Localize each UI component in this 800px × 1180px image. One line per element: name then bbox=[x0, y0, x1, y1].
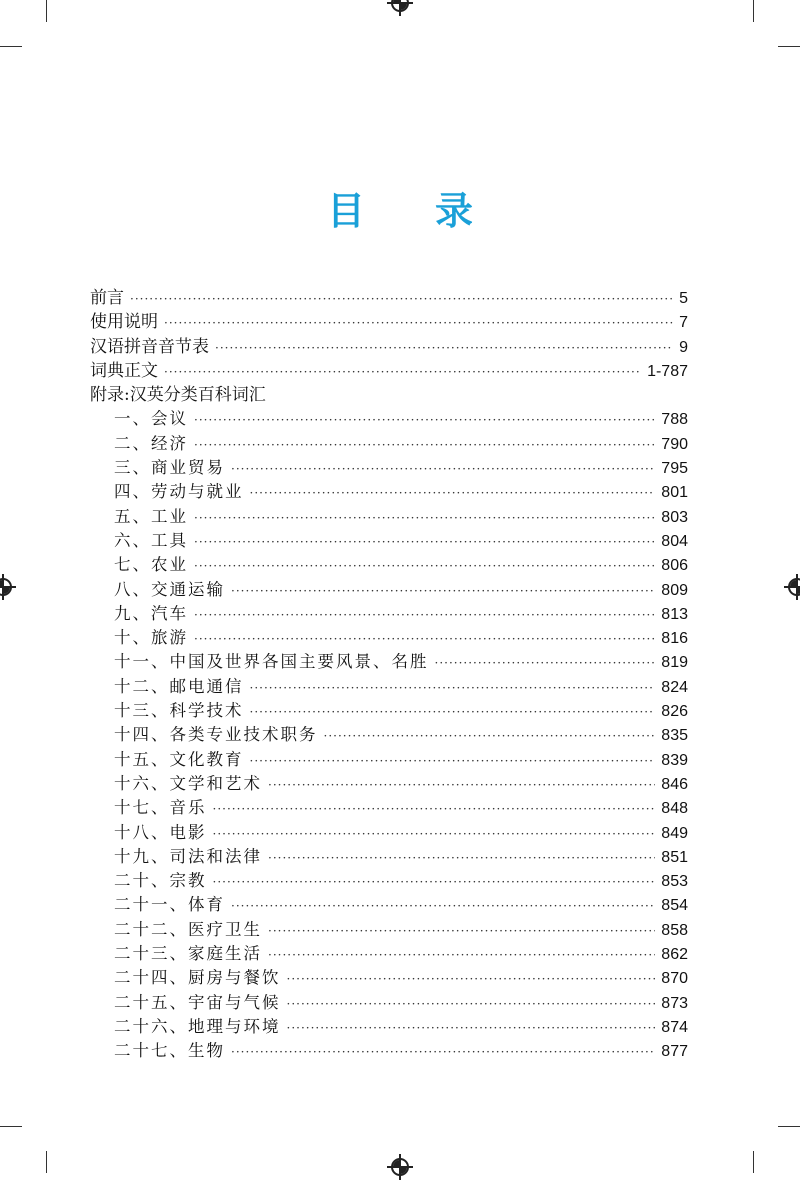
crop-mark-bottom-right-v bbox=[753, 1151, 754, 1173]
dot-leader bbox=[213, 822, 656, 846]
dot-leader bbox=[194, 433, 655, 457]
toc-entry[interactable] bbox=[90, 675, 688, 699]
toc-entry[interactable] bbox=[90, 578, 688, 602]
dot-leader bbox=[268, 943, 655, 967]
toc-entry-page: 877 bbox=[661, 1043, 688, 1061]
toc-entry-label: 九、汽车 bbox=[114, 603, 188, 623]
toc-entry[interactable] bbox=[90, 407, 688, 431]
title-char-2: 录 bbox=[435, 189, 474, 233]
toc-entry-label: 六、工具 bbox=[114, 530, 188, 550]
toc-entry-page: 853 bbox=[661, 873, 688, 891]
toc-entry-page: 9 bbox=[679, 338, 688, 356]
toc-entry-usage-guide[interactable] bbox=[90, 310, 688, 334]
toc-entry-label: 二、经济 bbox=[114, 433, 188, 453]
toc-entry-label: 前言 bbox=[90, 288, 124, 308]
registration-mark-bottom-icon bbox=[391, 1158, 409, 1176]
dot-leader bbox=[231, 457, 655, 481]
toc-entry-label: 二十四、厨房与餐饮 bbox=[114, 968, 281, 988]
dot-leader bbox=[164, 311, 673, 335]
toc-entry-page: 788 bbox=[661, 411, 688, 429]
toc-entry-page: 835 bbox=[661, 727, 688, 745]
toc-entry-page: 839 bbox=[661, 751, 688, 769]
dot-leader bbox=[268, 846, 655, 870]
toc-entry[interactable] bbox=[90, 821, 688, 845]
toc-entry-label: 十、旅游 bbox=[114, 628, 188, 648]
toc-entry-label: 十三、科学技术 bbox=[114, 701, 244, 721]
dot-leader bbox=[250, 676, 656, 700]
crop-mark-top-right-h bbox=[778, 46, 800, 47]
toc-entry-page: 816 bbox=[661, 630, 688, 648]
toc-entry-page: 870 bbox=[661, 970, 688, 988]
toc-entry-page: 801 bbox=[661, 484, 688, 502]
toc-entry[interactable] bbox=[90, 1039, 688, 1063]
toc-entry-pinyin-table[interactable] bbox=[90, 335, 688, 359]
toc-entry-label: 二十、宗教 bbox=[114, 871, 207, 891]
toc-entry[interactable] bbox=[90, 748, 688, 772]
dot-leader bbox=[250, 700, 656, 724]
dot-leader bbox=[231, 894, 655, 918]
dot-leader bbox=[435, 651, 656, 675]
toc-entry-label: 一、会议 bbox=[114, 409, 188, 429]
toc-entry[interactable] bbox=[90, 529, 688, 553]
toc-entry-label: 二十六、地理与环境 bbox=[114, 1016, 281, 1036]
toc-entry-label: 使用说明 bbox=[90, 312, 158, 333]
toc-entry-label: 十九、司法和法律 bbox=[114, 846, 262, 866]
table-of-contents bbox=[90, 286, 688, 1064]
dot-leader bbox=[164, 360, 641, 384]
toc-entry[interactable] bbox=[90, 505, 688, 529]
toc-entry-page: 858 bbox=[661, 921, 688, 939]
registration-mark-top-icon bbox=[391, 0, 409, 12]
toc-entry-label: 十二、邮电通信 bbox=[114, 676, 244, 696]
toc-entry-label: 十七、音乐 bbox=[114, 798, 207, 818]
toc-entry-label: 十四、各类专业技术职务 bbox=[114, 725, 318, 745]
toc-entry-page: 790 bbox=[661, 435, 688, 453]
toc-entry-label: 八、交通运输 bbox=[114, 579, 225, 599]
toc-entry[interactable] bbox=[90, 772, 688, 796]
toc-entry-label: 二十一、体育 bbox=[114, 895, 225, 915]
toc-entry-label: 词典正文 bbox=[90, 360, 158, 381]
toc-entry-page: 846 bbox=[661, 775, 688, 793]
dot-leader bbox=[194, 530, 655, 554]
dot-leader bbox=[194, 627, 655, 651]
dot-leader bbox=[324, 724, 656, 748]
toc-entry[interactable] bbox=[90, 723, 688, 747]
dot-leader bbox=[268, 919, 655, 943]
crop-mark-top-left-h bbox=[0, 46, 22, 47]
title-char-1: 目 bbox=[326, 189, 365, 233]
dot-leader bbox=[194, 408, 655, 432]
toc-entry-label: 二十二、医疗卫生 bbox=[114, 919, 262, 939]
toc-entry-label: 十一、中国及世界各国主要风景、名胜 bbox=[114, 652, 429, 672]
toc-entry-page: 813 bbox=[661, 605, 688, 623]
toc-entry-label: 五、工业 bbox=[114, 506, 188, 526]
registration-mark-left-icon bbox=[0, 578, 12, 596]
dot-leader bbox=[194, 603, 655, 627]
toc-entry[interactable] bbox=[90, 480, 688, 504]
toc-entry[interactable] bbox=[90, 966, 688, 990]
toc-entry-dictionary-body[interactable] bbox=[90, 359, 688, 383]
registration-mark-right-icon bbox=[788, 578, 800, 596]
toc-entry[interactable] bbox=[90, 869, 688, 893]
crop-mark-bottom-left-v bbox=[46, 1151, 47, 1173]
toc-entry[interactable] bbox=[90, 602, 688, 626]
toc-entry-label: 二十七、生物 bbox=[114, 1041, 225, 1061]
toc-entry-page: 874 bbox=[661, 1018, 688, 1036]
dot-leader bbox=[287, 992, 656, 1016]
toc-entry-page: 806 bbox=[661, 557, 688, 575]
toc-entry-label: 七、农业 bbox=[114, 555, 188, 575]
toc-entry-page: 873 bbox=[661, 994, 688, 1012]
crop-mark-top-right-v bbox=[753, 0, 754, 22]
toc-entry-page: 849 bbox=[661, 824, 688, 842]
toc-entry-label: 四、劳动与就业 bbox=[114, 482, 244, 502]
page-title bbox=[0, 180, 800, 235]
dot-leader bbox=[215, 336, 673, 360]
toc-entry-page: 854 bbox=[661, 897, 688, 915]
toc-entry-label: 三、商业贸易 bbox=[114, 458, 225, 478]
toc-entry-page: 5 bbox=[679, 290, 688, 307]
toc-entry-page: 819 bbox=[661, 654, 688, 672]
toc-entry[interactable] bbox=[90, 1015, 688, 1039]
dot-leader bbox=[250, 481, 656, 505]
toc-entry[interactable] bbox=[90, 942, 688, 966]
toc-entry-page: 803 bbox=[661, 508, 688, 526]
toc-entry-page: 824 bbox=[661, 678, 688, 696]
toc-entry[interactable] bbox=[90, 991, 688, 1015]
dot-leader bbox=[287, 1016, 656, 1040]
toc-entry-page: 795 bbox=[661, 460, 688, 478]
toc-entry[interactable] bbox=[90, 796, 688, 820]
dot-leader bbox=[268, 773, 655, 797]
toc-entry[interactable] bbox=[90, 699, 688, 723]
toc-entry-page: 7 bbox=[679, 314, 688, 332]
toc-entry-page: 848 bbox=[661, 800, 688, 818]
appendix-heading: 附录:汉英分类百科词汇 bbox=[90, 385, 266, 406]
toc-entry[interactable] bbox=[90, 893, 688, 917]
crop-mark-top-left-v bbox=[46, 0, 47, 22]
dot-leader bbox=[130, 287, 673, 311]
dot-leader bbox=[194, 506, 655, 530]
toc-entry-label: 十五、文化教育 bbox=[114, 749, 244, 769]
toc-entry[interactable] bbox=[90, 845, 688, 869]
toc-entry-page: 862 bbox=[661, 946, 688, 964]
toc-entry[interactable] bbox=[90, 626, 688, 650]
toc-entry-page: 826 bbox=[661, 703, 688, 721]
toc-entry[interactable] bbox=[90, 918, 688, 942]
toc-entry-label: 二十五、宇宙与气候 bbox=[114, 992, 281, 1012]
toc-entry-page: 1-787 bbox=[647, 362, 688, 380]
dot-leader bbox=[231, 1040, 655, 1064]
toc-entry-label: 汉语拼音音节表 bbox=[90, 336, 209, 357]
toc-appendix-heading bbox=[90, 383, 688, 407]
dot-leader bbox=[213, 870, 656, 894]
toc-entry-label: 二十三、家庭生活 bbox=[114, 944, 262, 964]
toc-entry[interactable] bbox=[90, 456, 688, 480]
dot-leader bbox=[213, 797, 656, 821]
toc-entry-label: 十八、电影 bbox=[114, 822, 207, 842]
crop-mark-bottom-right-h bbox=[778, 1126, 800, 1127]
dot-leader bbox=[231, 579, 655, 603]
dot-leader bbox=[287, 967, 656, 991]
toc-entry-page: 804 bbox=[661, 532, 688, 550]
toc-entry-label: 十六、文学和艺术 bbox=[114, 773, 262, 793]
crop-mark-bottom-left-h bbox=[0, 1126, 22, 1127]
dot-leader bbox=[250, 749, 656, 773]
toc-entry[interactable] bbox=[90, 553, 688, 577]
toc-entry[interactable] bbox=[90, 432, 688, 456]
toc-entry[interactable] bbox=[90, 650, 688, 674]
toc-entry-page: 851 bbox=[661, 848, 688, 866]
dot-leader bbox=[194, 554, 655, 578]
toc-entry-preface[interactable] bbox=[90, 286, 688, 310]
toc-entry-page: 809 bbox=[661, 581, 688, 599]
